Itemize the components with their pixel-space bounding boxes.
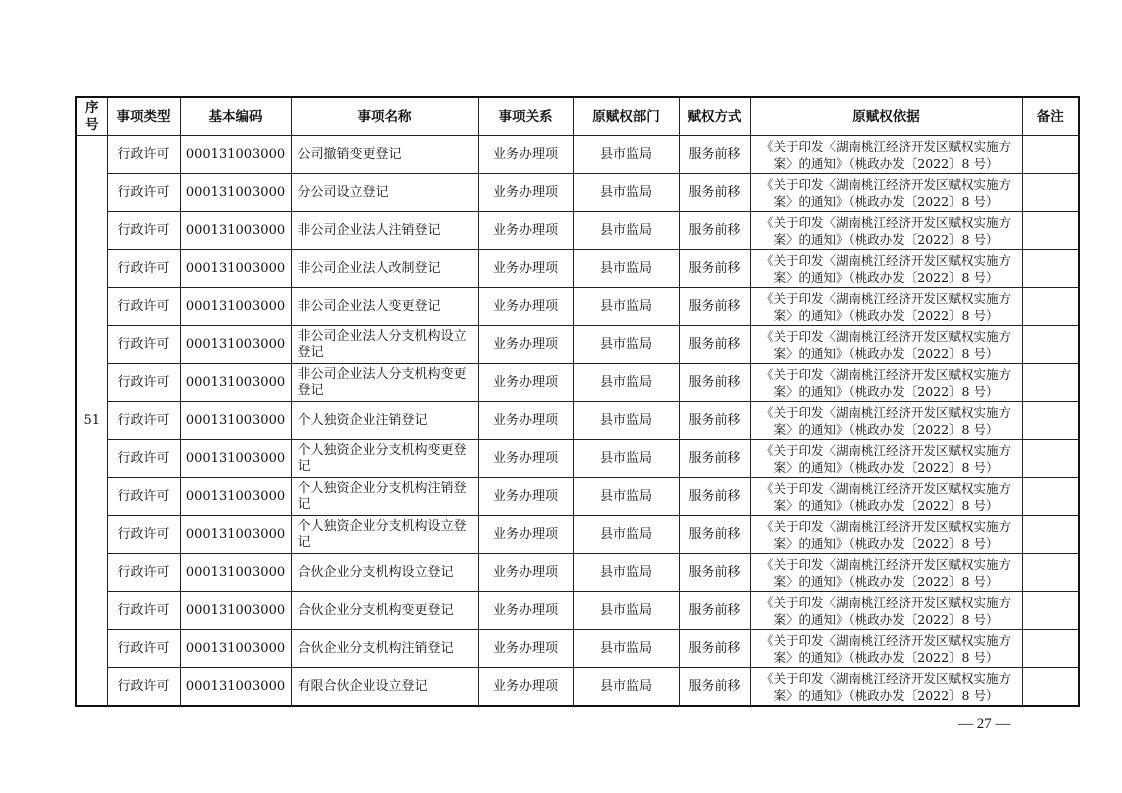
- basis-cell: 《关于印发〈湖南桃江经济开发区赋权实施方案〉的通知》（桃政办发〔2022〕8 号）: [750, 250, 1022, 288]
- table-row: [76, 630, 1079, 668]
- header-code: 基本编码: [180, 97, 291, 136]
- type-cell: 行政许可: [107, 364, 180, 402]
- dept-cell: 县市监局: [573, 440, 679, 478]
- relation-cell: 业务办理项: [478, 212, 573, 250]
- name-cell: 个人独资企业分支机构设立登记: [291, 516, 478, 554]
- relation-cell: 业务办理项: [478, 402, 573, 440]
- basis-cell: 《关于印发〈湖南桃江经济开发区赋权实施方案〉的通知》（桃政办发〔2022〕8 号）: [750, 326, 1022, 364]
- basis-cell: 《关于印发〈湖南桃江经济开发区赋权实施方案〉的通知》（桃政办发〔2022〕8 号）: [750, 668, 1022, 707]
- name-cell: 分公司设立登记: [291, 174, 478, 212]
- seq-cell: 51: [76, 136, 107, 707]
- dept-cell: 县市监局: [573, 364, 679, 402]
- table-row: [76, 554, 1079, 592]
- relation-cell: 业务办理项: [478, 326, 573, 364]
- method-cell: 服务前移: [679, 136, 750, 174]
- note-cell: [1022, 326, 1079, 364]
- code-cell: 000131003000: [180, 554, 291, 592]
- header-method: 赋权方式: [679, 97, 750, 136]
- basis-cell: 《关于印发〈湖南桃江经济开发区赋权实施方案〉的通知》（桃政办发〔2022〕8 号）: [750, 288, 1022, 326]
- basis-cell: 《关于印发〈湖南桃江经济开发区赋权实施方案〉的通知》（桃政办发〔2022〕8 号）: [750, 592, 1022, 630]
- dept-cell: 县市监局: [573, 326, 679, 364]
- code-cell: 000131003000: [180, 516, 291, 554]
- table-row: [76, 402, 1079, 440]
- method-cell: 服务前移: [679, 478, 750, 516]
- method-cell: 服务前移: [679, 364, 750, 402]
- type-cell: 行政许可: [107, 554, 180, 592]
- name-cell: 有限合伙企业设立登记: [291, 668, 478, 707]
- type-cell: 行政许可: [107, 668, 180, 707]
- header-type: 事项类型: [107, 97, 180, 136]
- note-cell: [1022, 668, 1079, 707]
- table-row: [76, 478, 1079, 516]
- name-cell: 个人独资企业分支机构变更登记: [291, 440, 478, 478]
- method-cell: 服务前移: [679, 554, 750, 592]
- method-cell: 服务前移: [679, 250, 750, 288]
- code-cell: 000131003000: [180, 478, 291, 516]
- header-note: 备注: [1022, 97, 1079, 136]
- header-name: 事项名称: [291, 97, 478, 136]
- relation-cell: 业务办理项: [478, 174, 573, 212]
- name-cell: 合伙企业分支机构设立登记: [291, 554, 478, 592]
- dept-cell: 县市监局: [573, 668, 679, 707]
- method-cell: 服务前移: [679, 630, 750, 668]
- table-row: [76, 364, 1079, 402]
- basis-cell: 《关于印发〈湖南桃江经济开发区赋权实施方案〉的通知》（桃政办发〔2022〕8 号）: [750, 630, 1022, 668]
- type-cell: 行政许可: [107, 136, 180, 174]
- method-cell: 服务前移: [679, 174, 750, 212]
- code-cell: 000131003000: [180, 174, 291, 212]
- table-row: [76, 592, 1079, 630]
- relation-cell: 业务办理项: [478, 668, 573, 707]
- note-cell: [1022, 440, 1079, 478]
- name-cell: 非公司企业法人变更登记: [291, 288, 478, 326]
- type-cell: 行政许可: [107, 250, 180, 288]
- dept-cell: 县市监局: [573, 288, 679, 326]
- code-cell: 000131003000: [180, 364, 291, 402]
- relation-cell: 业务办理项: [478, 630, 573, 668]
- note-cell: [1022, 250, 1079, 288]
- code-cell: 000131003000: [180, 592, 291, 630]
- basis-cell: 《关于印发〈湖南桃江经济开发区赋权实施方案〉的通知》（桃政办发〔2022〕8 号）: [750, 364, 1022, 402]
- table-body: [76, 136, 1079, 707]
- name-cell: 公司撤销变更登记: [291, 136, 478, 174]
- code-cell: 000131003000: [180, 668, 291, 707]
- basis-cell: 《关于印发〈湖南桃江经济开发区赋权实施方案〉的通知》（桃政办发〔2022〕8 号）: [750, 174, 1022, 212]
- table-row: [76, 288, 1079, 326]
- table-row: [76, 440, 1079, 478]
- method-cell: 服务前移: [679, 592, 750, 630]
- table-row: [76, 136, 1079, 174]
- method-cell: 服务前移: [679, 288, 750, 326]
- note-cell: [1022, 174, 1079, 212]
- note-cell: [1022, 554, 1079, 592]
- type-cell: 行政许可: [107, 174, 180, 212]
- method-cell: 服务前移: [679, 402, 750, 440]
- relation-cell: 业务办理项: [478, 440, 573, 478]
- relation-cell: 业务办理项: [478, 592, 573, 630]
- method-cell: 服务前移: [679, 326, 750, 364]
- dept-cell: 县市监局: [573, 402, 679, 440]
- name-cell: 个人独资企业分支机构注销登记: [291, 478, 478, 516]
- basis-cell: 《关于印发〈湖南桃江经济开发区赋权实施方案〉的通知》（桃政办发〔2022〕8 号）: [750, 402, 1022, 440]
- name-cell: 非公司企业法人改制登记: [291, 250, 478, 288]
- name-cell: 非公司企业法人注销登记: [291, 212, 478, 250]
- name-cell: 合伙企业分支机构变更登记: [291, 592, 478, 630]
- code-cell: 000131003000: [180, 250, 291, 288]
- basis-cell: 《关于印发〈湖南桃江经济开发区赋权实施方案〉的通知》（桃政办发〔2022〕8 号）: [750, 554, 1022, 592]
- type-cell: 行政许可: [107, 478, 180, 516]
- basis-cell: 《关于印发〈湖南桃江经济开发区赋权实施方案〉的通知》（桃政办发〔2022〕8 号）: [750, 516, 1022, 554]
- relation-cell: 业务办理项: [478, 516, 573, 554]
- code-cell: 000131003000: [180, 136, 291, 174]
- relation-cell: 业务办理项: [478, 250, 573, 288]
- table-row: [76, 516, 1079, 554]
- basis-cell: 《关于印发〈湖南桃江经济开发区赋权实施方案〉的通知》（桃政办发〔2022〕8 号）: [750, 440, 1022, 478]
- note-cell: [1022, 212, 1079, 250]
- note-cell: [1022, 592, 1079, 630]
- relation-cell: 业务办理项: [478, 136, 573, 174]
- dept-cell: 县市监局: [573, 592, 679, 630]
- type-cell: 行政许可: [107, 326, 180, 364]
- note-cell: [1022, 136, 1079, 174]
- table-row: [76, 174, 1079, 212]
- dept-cell: 县市监局: [573, 212, 679, 250]
- relation-cell: 业务办理项: [478, 554, 573, 592]
- table-header: [76, 97, 1079, 136]
- type-cell: 行政许可: [107, 592, 180, 630]
- note-cell: [1022, 516, 1079, 554]
- dept-cell: 县市监局: [573, 250, 679, 288]
- dept-cell: 县市监局: [573, 136, 679, 174]
- dept-cell: 县市监局: [573, 174, 679, 212]
- type-cell: 行政许可: [107, 212, 180, 250]
- type-cell: 行政许可: [107, 440, 180, 478]
- table-row: [76, 668, 1079, 707]
- header-dept: 原赋权部门: [573, 97, 679, 136]
- method-cell: 服务前移: [679, 668, 750, 707]
- note-cell: [1022, 364, 1079, 402]
- dept-cell: 县市监局: [573, 554, 679, 592]
- dept-cell: 县市监局: [573, 630, 679, 668]
- type-cell: 行政许可: [107, 402, 180, 440]
- page-number: — 27 —: [958, 716, 1011, 732]
- code-cell: 000131003000: [180, 440, 291, 478]
- method-cell: 服务前移: [679, 516, 750, 554]
- basis-cell: 《关于印发〈湖南桃江经济开发区赋权实施方案〉的通知》（桃政办发〔2022〕8 号）: [750, 212, 1022, 250]
- note-cell: [1022, 288, 1079, 326]
- table-row: [76, 326, 1079, 364]
- method-cell: 服务前移: [679, 440, 750, 478]
- code-cell: 000131003000: [180, 288, 291, 326]
- header-relation: 事项关系: [478, 97, 573, 136]
- table-row: [76, 250, 1079, 288]
- code-cell: 000131003000: [180, 402, 291, 440]
- relation-cell: 业务办理项: [478, 288, 573, 326]
- note-cell: [1022, 630, 1079, 668]
- name-cell: 非公司企业法人分支机构变更登记: [291, 364, 478, 402]
- authorization-table: [75, 96, 1080, 707]
- header-seq: 序号: [76, 97, 107, 136]
- name-cell: 非公司企业法人分支机构设立登记: [291, 326, 478, 364]
- note-cell: [1022, 478, 1079, 516]
- basis-cell: 《关于印发〈湖南桃江经济开发区赋权实施方案〉的通知》（桃政办发〔2022〕8 号）: [750, 136, 1022, 174]
- relation-cell: 业务办理项: [478, 364, 573, 402]
- type-cell: 行政许可: [107, 288, 180, 326]
- relation-cell: 业务办理项: [478, 478, 573, 516]
- header-basis: 原赋权依据: [750, 97, 1022, 136]
- name-cell: 合伙企业分支机构注销登记: [291, 630, 478, 668]
- method-cell: 服务前移: [679, 212, 750, 250]
- type-cell: 行政许可: [107, 516, 180, 554]
- basis-cell: 《关于印发〈湖南桃江经济开发区赋权实施方案〉的通知》（桃政办发〔2022〕8 号）: [750, 478, 1022, 516]
- dept-cell: 县市监局: [573, 478, 679, 516]
- dept-cell: 县市监局: [573, 516, 679, 554]
- note-cell: [1022, 402, 1079, 440]
- code-cell: 000131003000: [180, 630, 291, 668]
- code-cell: 000131003000: [180, 212, 291, 250]
- name-cell: 个人独资企业注销登记: [291, 402, 478, 440]
- code-cell: 000131003000: [180, 326, 291, 364]
- table-row: [76, 212, 1079, 250]
- type-cell: 行政许可: [107, 630, 180, 668]
